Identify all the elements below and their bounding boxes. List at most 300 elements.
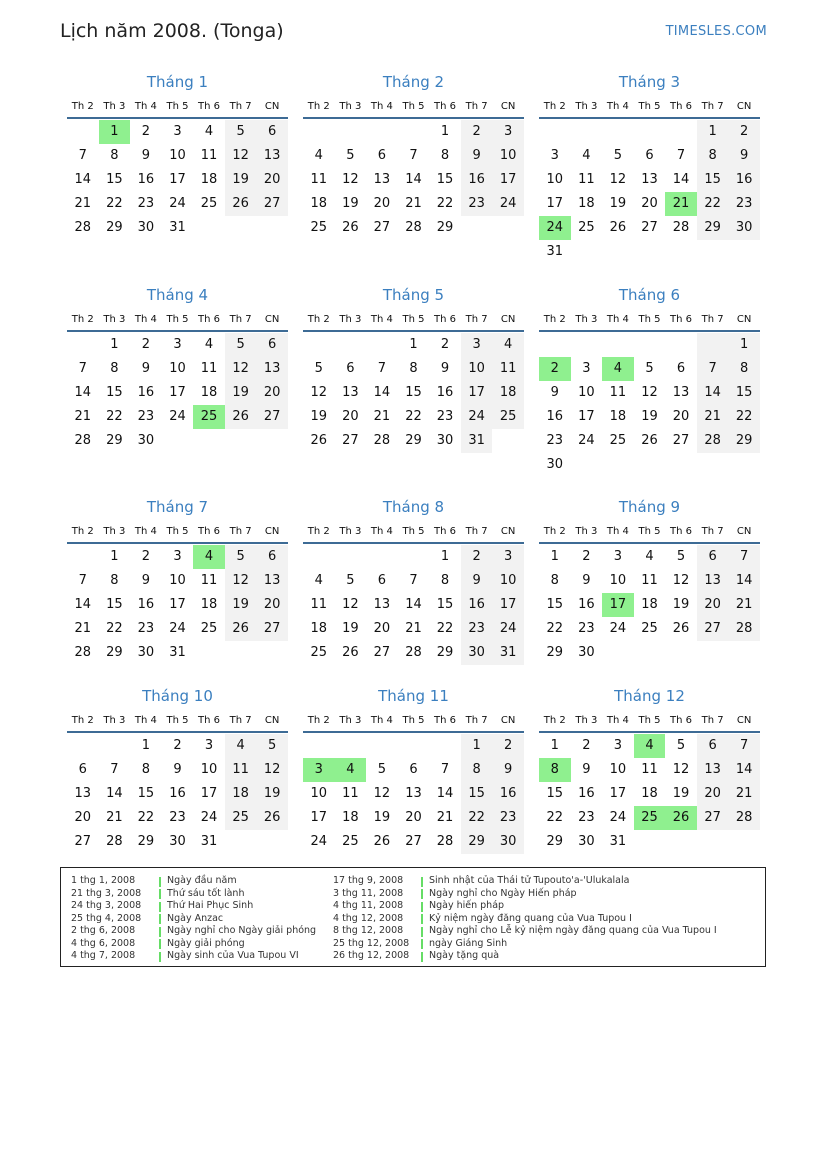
day-cell: 6	[409, 762, 418, 777]
day-cell: 12	[342, 172, 359, 187]
day-cell: 29	[137, 834, 155, 849]
day-cell: 10	[310, 786, 328, 801]
day-cell: 16	[169, 786, 186, 801]
day-cell: 17	[169, 385, 186, 400]
holiday-day-cell: 25	[634, 806, 666, 830]
day-cell: 29	[405, 433, 422, 448]
month-title: Tháng 1	[146, 73, 209, 91]
day-cell: 7	[377, 361, 387, 376]
legend-row	[333, 875, 717, 888]
weekday-label: Th 4	[370, 715, 393, 726]
day-cell: 24	[609, 621, 627, 636]
day-cell: 9	[550, 385, 559, 400]
day-cell: 21	[436, 810, 454, 825]
day-grid	[67, 333, 288, 453]
day-cell: 13	[256, 357, 288, 381]
day-cell: 10	[492, 144, 524, 168]
day-cell: 26	[672, 621, 690, 636]
day-grid	[67, 120, 288, 240]
day-grid	[303, 120, 524, 240]
day-cell: 25	[310, 220, 328, 235]
holiday-day-cell: 24	[539, 216, 571, 240]
legend-holiday-name: Thứ Hai Phục Sinh	[167, 900, 254, 911]
day-cell: 6	[346, 361, 355, 376]
empty-cell	[67, 734, 99, 758]
day-cell: 16	[578, 597, 595, 612]
day-cell: 24	[461, 405, 493, 429]
day-cell: 2	[461, 120, 493, 144]
day-cell: 28	[697, 429, 729, 453]
legend-marker	[159, 952, 161, 962]
month-calendar	[539, 285, 760, 477]
day-cell: 12	[310, 385, 328, 400]
day-cell: 16	[137, 172, 155, 187]
legend-holiday-name: Thứ sáu tốt lành	[167, 887, 245, 899]
legend-row	[71, 900, 316, 913]
empty-cell	[303, 734, 335, 758]
weekday-label: Th 5	[402, 715, 425, 726]
weekday-label: CN	[736, 715, 752, 726]
weekday-header	[539, 710, 760, 733]
day-cell: 29	[697, 216, 729, 240]
day-cell: 21	[106, 810, 123, 825]
day-cell: 20	[256, 168, 288, 192]
day-cell: 15	[106, 597, 123, 612]
day-cell: 22	[106, 196, 123, 211]
day-cell: 24	[578, 433, 595, 448]
day-cell: 21	[74, 621, 92, 636]
day-cell: 11	[200, 573, 218, 588]
weekday-label: Th 7	[229, 526, 252, 537]
day-cell: 19	[342, 196, 359, 211]
day-cell: 15	[697, 168, 729, 192]
day-cell: 27	[342, 433, 359, 448]
day-cell: 20	[697, 782, 729, 806]
day-cell: 8	[697, 144, 729, 168]
legend-date: 26 thg 12, 2008	[333, 950, 410, 961]
day-cell: 17	[609, 786, 627, 801]
day-cell: 7	[697, 357, 729, 381]
legend-marker	[421, 877, 423, 887]
day-cell: 28	[728, 806, 760, 830]
empty-cell	[335, 120, 367, 144]
day-cell: 8	[550, 573, 559, 588]
day-grid	[539, 734, 760, 854]
day-cell: 18	[310, 621, 328, 636]
day-grid	[303, 734, 524, 854]
day-cell: 27	[256, 192, 288, 216]
day-cell: 14	[405, 597, 422, 612]
weekday-label: Th 2	[71, 314, 94, 325]
day-cell: 22	[436, 196, 454, 211]
day-cell: 5	[613, 148, 623, 163]
weekday-label: Th 3	[575, 101, 598, 112]
holiday-day-cell: 8	[539, 758, 571, 782]
weekday-label: Th 2	[307, 101, 330, 112]
day-cell: 8	[440, 148, 450, 163]
legend-marker	[159, 889, 161, 899]
day-cell: 27	[697, 617, 729, 641]
weekday-label: Th 5	[166, 314, 189, 325]
weekday-label: Th 4	[134, 715, 157, 726]
weekday-label: Th 2	[71, 101, 94, 112]
empty-cell	[602, 333, 634, 357]
legend-holiday-name: Ngày đầu năm	[167, 875, 237, 886]
legend-holiday-name: Ngày Anzac	[167, 912, 224, 924]
day-cell: 26	[641, 433, 658, 448]
day-cell: 7	[676, 148, 686, 163]
day-cell: 17	[461, 381, 493, 405]
legend-holiday-name: Kỷ niệm ngày đăng quang của Vua Tupou I	[429, 912, 632, 924]
day-cell: 24	[169, 409, 186, 424]
day-cell: 23	[137, 196, 155, 211]
brand-link[interactable]: TIMESLES.COM	[665, 24, 767, 39]
holiday-day-cell: 25	[193, 405, 225, 429]
day-cell: 3	[492, 545, 524, 569]
day-cell: 15	[546, 786, 564, 801]
day-cell: 24	[492, 192, 524, 216]
day-cell: 24	[169, 621, 186, 636]
day-cell: 19	[342, 621, 359, 636]
weekday-label: Th 3	[103, 101, 126, 112]
day-cell: 19	[373, 810, 391, 825]
day-cell: 7	[78, 148, 87, 163]
day-cell: 10	[546, 172, 564, 187]
day-cell: 29	[106, 433, 123, 448]
day-cell: 13	[256, 144, 288, 168]
day-grid	[539, 545, 760, 665]
legend-row	[71, 950, 316, 963]
day-cell: 8	[141, 762, 151, 777]
weekday-label: Th 5	[402, 526, 425, 537]
day-cell: 28	[373, 433, 391, 448]
day-cell: 16	[492, 782, 524, 806]
day-cell: 27	[405, 834, 422, 849]
legend-row	[71, 875, 316, 888]
day-cell: 6	[256, 333, 288, 357]
weekday-label: Th 6	[434, 715, 457, 726]
legend-holiday-name: Ngày nghỉ cho Ngày Hiến pháp	[429, 887, 577, 899]
weekday-label: Th 6	[434, 314, 457, 325]
day-cell: 23	[578, 810, 595, 825]
day-cell: 7	[728, 734, 760, 758]
day-cell: 15	[728, 381, 760, 405]
month-title: Tháng 6	[618, 286, 681, 304]
day-cell: 29	[436, 645, 454, 660]
day-cell: 29	[436, 220, 454, 235]
day-cell: 13	[697, 758, 729, 782]
weekday-header	[303, 309, 524, 332]
day-cell: 20	[373, 196, 391, 211]
weekday-label: Th 4	[134, 101, 157, 112]
empty-cell	[602, 120, 634, 144]
day-cell: 23	[436, 409, 454, 424]
day-cell: 9	[492, 758, 524, 782]
day-cell: 25	[200, 621, 218, 636]
weekday-label: Th 2	[307, 715, 330, 726]
day-cell: 27	[697, 806, 729, 830]
day-cell: 3	[173, 337, 182, 352]
day-cell: 4	[314, 148, 323, 163]
day-cell: 9	[141, 361, 151, 376]
day-cell: 5	[645, 361, 654, 376]
day-cell: 26	[342, 220, 359, 235]
day-cell: 12	[225, 569, 257, 593]
day-cell: 30	[492, 830, 524, 854]
weekday-header	[67, 96, 288, 119]
day-cell: 30	[137, 220, 155, 235]
day-cell: 4	[204, 124, 214, 139]
day-cell: 1	[409, 337, 418, 352]
day-cell: 25	[609, 433, 627, 448]
day-cell: 6	[256, 545, 288, 569]
day-cell: 15	[546, 597, 564, 612]
day-cell: 31	[461, 429, 493, 453]
empty-cell	[634, 120, 666, 144]
legend-row	[71, 938, 316, 951]
month-title: Tháng 4	[146, 286, 209, 304]
day-grid	[303, 545, 524, 665]
day-cell: 1	[440, 124, 450, 139]
day-cell: 24	[609, 810, 627, 825]
month-calendar	[67, 72, 288, 240]
weekday-label: CN	[500, 715, 516, 726]
day-grid	[303, 333, 524, 453]
day-cell: 18	[609, 409, 627, 424]
weekday-label: Th 6	[670, 101, 693, 112]
legend-marker	[159, 927, 161, 937]
day-cell: 8	[728, 357, 760, 381]
weekday-label: Th 7	[701, 526, 724, 537]
holiday-day-cell: 4	[193, 545, 225, 569]
day-cell: 3	[550, 148, 559, 163]
day-cell: 25	[641, 621, 658, 636]
day-cell: 23	[546, 433, 564, 448]
day-cell: 7	[110, 762, 119, 777]
day-cell: 29	[728, 429, 760, 453]
weekday-header	[303, 96, 524, 119]
weekday-label: Th 5	[638, 101, 661, 112]
legend-holiday-name: Ngày sinh của Vua Tupou VI	[167, 950, 299, 961]
day-cell: 5	[225, 333, 257, 357]
legend-marker	[159, 902, 161, 912]
day-cell: 18	[225, 782, 257, 806]
day-cell: 1	[461, 734, 493, 758]
empty-cell	[335, 333, 367, 357]
legend-date: 21 thg 3, 2008	[71, 887, 142, 899]
day-cell: 31	[609, 834, 627, 849]
day-cell: 1	[550, 549, 559, 564]
day-cell: 26	[225, 405, 257, 429]
day-cell: 25	[578, 220, 595, 235]
day-cell: 1	[110, 337, 119, 352]
month-calendar	[303, 497, 524, 665]
day-cell: 23	[137, 409, 155, 424]
month-title: Tháng 5	[382, 286, 445, 304]
weekday-label: Th 6	[198, 101, 221, 112]
holiday-day-cell: 4	[335, 758, 367, 782]
day-cell: 30	[578, 834, 595, 849]
day-cell: 15	[405, 385, 422, 400]
weekday-header	[67, 309, 288, 332]
day-cell: 10	[609, 573, 627, 588]
day-cell: 18	[578, 196, 595, 211]
legend-row	[71, 925, 316, 938]
holiday-day-cell: 3	[303, 758, 335, 782]
day-cell: 19	[225, 168, 257, 192]
holiday-day-cell: 21	[665, 192, 697, 216]
day-cell: 31	[546, 244, 564, 259]
day-cell: 18	[342, 810, 359, 825]
legend-marker	[159, 939, 161, 949]
day-cell: 23	[461, 192, 493, 216]
legend-row	[71, 913, 316, 926]
day-cell: 7	[78, 361, 87, 376]
day-cell: 24	[169, 196, 186, 211]
weekday-label: Th 5	[166, 101, 189, 112]
day-cell: 7	[409, 573, 418, 588]
empty-cell	[366, 545, 398, 569]
empty-cell	[67, 333, 99, 357]
weekday-label: Th 7	[701, 715, 724, 726]
day-cell: 2	[461, 545, 493, 569]
day-cell: 19	[225, 593, 257, 617]
empty-cell	[398, 545, 430, 569]
legend-date: 17 thg 9, 2008	[333, 875, 404, 886]
day-cell: 30	[728, 216, 760, 240]
day-cell: 11	[200, 361, 218, 376]
day-cell: 2	[728, 120, 760, 144]
day-cell: 30	[436, 433, 454, 448]
empty-cell	[398, 120, 430, 144]
weekday-label: Th 4	[370, 314, 393, 325]
weekday-label: Th 4	[370, 101, 393, 112]
day-cell: 12	[225, 144, 257, 168]
weekday-header	[67, 710, 288, 733]
weekday-label: Th 7	[701, 314, 724, 325]
legend-row	[333, 900, 717, 913]
legend-row	[71, 888, 316, 901]
month-title: Tháng 8	[382, 498, 445, 516]
legend-date: 4 thg 6, 2008	[71, 937, 136, 949]
legend-row	[333, 888, 717, 901]
day-cell: 21	[74, 196, 92, 211]
month-title: Tháng 12	[614, 687, 685, 705]
day-cell: 29	[546, 645, 564, 660]
month-calendar	[539, 497, 760, 665]
day-cell: 28	[405, 645, 422, 660]
holiday-day-cell: 4	[634, 734, 666, 758]
weekday-label: CN	[264, 526, 280, 537]
legend-date: 24 thg 3, 2008	[71, 900, 142, 911]
weekday-label: Th 4	[606, 101, 629, 112]
empty-cell	[398, 734, 430, 758]
day-cell: 3	[204, 738, 214, 753]
weekday-label: Th 3	[339, 715, 362, 726]
legend-marker	[159, 914, 161, 924]
day-cell: 29	[461, 830, 493, 854]
weekday-label: Th 5	[638, 526, 661, 537]
day-cell: 12	[641, 385, 658, 400]
weekday-label: Th 7	[229, 715, 252, 726]
weekday-label: Th 2	[71, 715, 94, 726]
day-cell: 8	[409, 361, 418, 376]
day-cell: 1	[110, 549, 119, 564]
day-cell: 9	[728, 144, 760, 168]
empty-cell	[429, 734, 461, 758]
weekday-label: Th 6	[198, 715, 221, 726]
day-cell: 22	[436, 621, 454, 636]
day-cell: 11	[609, 385, 627, 400]
month-calendar	[539, 72, 760, 264]
day-cell: 9	[461, 144, 493, 168]
day-cell: 4	[314, 573, 323, 588]
weekday-label: Th 3	[575, 314, 598, 325]
day-cell: 27	[256, 617, 288, 641]
weekday-label: Th 6	[198, 526, 221, 537]
day-cell: 9	[440, 361, 450, 376]
weekday-header	[539, 96, 760, 119]
empty-cell	[303, 545, 335, 569]
legend-holiday-name: Ngày nghỉ cho Ngày giải phóng	[167, 925, 317, 936]
holiday-day-cell: 26	[665, 806, 697, 830]
weekday-label: Th 7	[465, 715, 488, 726]
legend-marker	[421, 927, 423, 937]
legend-column-left	[71, 875, 316, 963]
day-cell: 28	[728, 617, 760, 641]
day-cell: 2	[492, 734, 524, 758]
day-cell: 21	[373, 409, 391, 424]
day-cell: 17	[492, 168, 524, 192]
month-calendar	[67, 686, 288, 854]
day-cell: 7	[409, 148, 418, 163]
day-cell: 18	[641, 597, 658, 612]
day-cell: 20	[256, 381, 288, 405]
day-cell: 11	[641, 573, 658, 588]
day-cell: 27	[672, 433, 690, 448]
weekday-label: Th 2	[543, 101, 566, 112]
day-cell: 21	[728, 593, 760, 617]
weekday-header	[539, 521, 760, 544]
day-cell: 12	[256, 758, 288, 782]
day-cell: 30	[169, 834, 186, 849]
day-cell: 9	[141, 573, 151, 588]
day-cell: 10	[200, 762, 218, 777]
day-cell: 14	[672, 172, 690, 187]
weekday-label: Th 5	[166, 715, 189, 726]
month-calendar	[303, 285, 524, 453]
weekday-label: CN	[500, 526, 516, 537]
day-cell: 29	[106, 645, 123, 660]
empty-cell	[335, 734, 367, 758]
day-cell: 8	[110, 361, 119, 376]
day-cell: 12	[672, 573, 690, 588]
weekday-label: Th 3	[339, 314, 362, 325]
legend-row	[333, 925, 717, 938]
day-cell: 16	[137, 597, 155, 612]
day-cell: 17	[200, 786, 218, 801]
day-cell: 5	[346, 573, 355, 588]
weekday-label: CN	[264, 101, 280, 112]
day-cell: 22	[728, 405, 760, 429]
legend-date: 4 thg 11, 2008	[333, 900, 404, 911]
day-cell: 15	[436, 597, 454, 612]
day-cell: 21	[74, 409, 92, 424]
day-cell: 20	[373, 621, 391, 636]
weekday-label: CN	[736, 314, 752, 325]
day-cell: 9	[173, 762, 182, 777]
weekday-label: Th 2	[307, 314, 330, 325]
